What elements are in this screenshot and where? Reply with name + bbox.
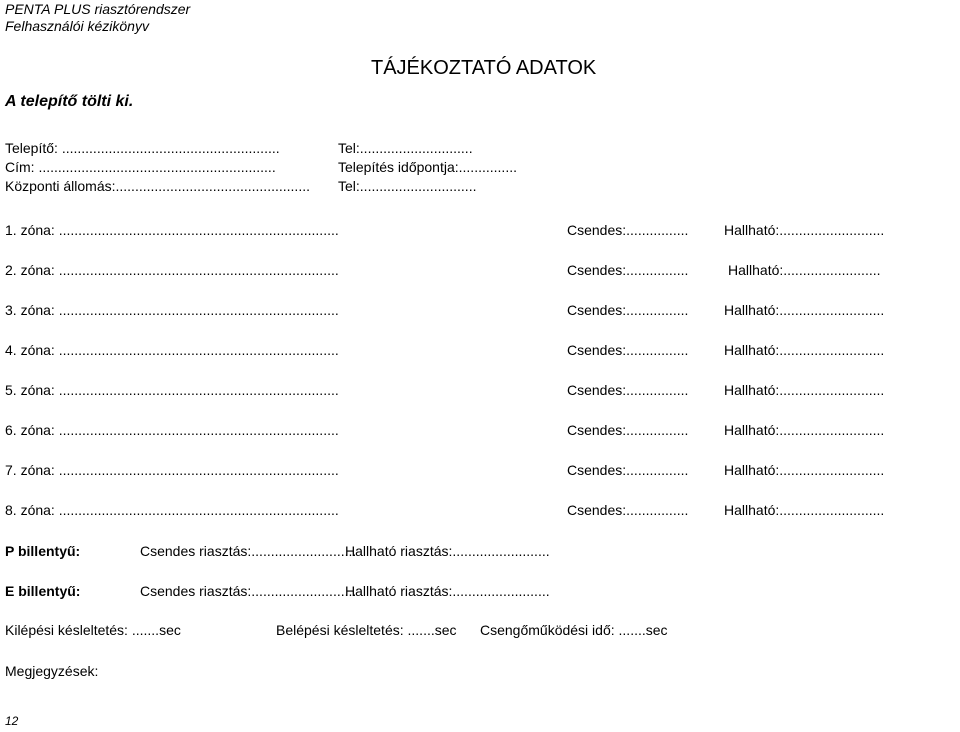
zone-8-silent: Csendes:................ (567, 502, 689, 518)
address-field: Cím: ............................................................. (5, 159, 276, 175)
installer-note: A telepítő tölti ki. (5, 93, 134, 110)
zone-2-silent: Csendes:................ (567, 262, 689, 278)
zone-5-audible: Hallható:........................... (724, 382, 885, 398)
zone-3-label: 3. zóna: ........................................................................ (5, 302, 339, 318)
zone-2-audible: Hallható:......................... (728, 262, 881, 278)
install-date-field: Telepítés időpontja:............... (338, 159, 517, 175)
zone-1-silent: Csendes:................ (567, 222, 689, 238)
zone-1-audible: Hallható:........................... (724, 222, 885, 238)
bell-duration-field: Csengőműködési idő: .......sec (480, 622, 668, 638)
header-manual-name: Felhasználói kézikönyv (5, 18, 149, 34)
zone-7-silent: Csendes:................ (567, 462, 689, 478)
zone-3-audible: Hallható:........................... (724, 302, 885, 318)
page-title: TÁJÉKOZTATÓ ADATOK (371, 57, 597, 79)
e-key-silent-alarm: Csendes riasztás:........................... (140, 583, 357, 599)
zone-5-label: 5. zóna: ........................................................................ (5, 382, 339, 398)
zone-1-label: 1. zóna: ........................................................................ (5, 222, 339, 238)
remarks-label: Megjegyzések: (5, 663, 99, 679)
zone-3-silent: Csendes:................ (567, 302, 689, 318)
e-key-label: E billentyű: (5, 583, 81, 599)
central-station-phone-field: Tel:.............................. (338, 178, 477, 194)
central-station-field: Központi állomás:.................................................. (5, 178, 310, 194)
p-key-label: P billentyű: (5, 543, 81, 559)
exit-delay-field: Kilépési késleltetés: .......sec (5, 622, 181, 638)
p-key-silent-alarm: Csendes riasztás:........................... (140, 543, 357, 559)
entry-delay-field: Belépési késleltetés: .......sec (276, 622, 457, 638)
e-key-audible-alarm: Hallható riasztás:......................... (345, 583, 550, 599)
installer-phone-field: Tel:............................. (338, 140, 473, 156)
p-key-audible-alarm: Hallható riasztás:......................... (345, 543, 550, 559)
zone-4-audible: Hallható:........................... (724, 342, 885, 358)
zone-8-audible: Hallható:........................... (724, 502, 885, 518)
zone-6-audible: Hallható:........................... (724, 422, 885, 438)
zone-4-label: 4. zóna: ........................................................................ (5, 342, 339, 358)
zone-4-silent: Csendes:................ (567, 342, 689, 358)
page-number: 12 (5, 714, 19, 728)
header-product-name: PENTA PLUS riasztórendszer (5, 1, 191, 17)
zone-6-silent: Csendes:................ (567, 422, 689, 438)
zone-2-label: 2. zóna: ........................................................................ (5, 262, 339, 278)
zone-8-label: 8. zóna: ........................................................................ (5, 502, 339, 518)
zone-6-label: 6. zóna: ........................................................................ (5, 422, 339, 438)
zone-7-label: 7. zóna: ........................................................................ (5, 462, 339, 478)
installer-field: Telepítő: ........................................................ (5, 140, 280, 156)
zone-5-silent: Csendes:................ (567, 382, 689, 398)
zone-7-audible: Hallható:........................... (724, 462, 885, 478)
